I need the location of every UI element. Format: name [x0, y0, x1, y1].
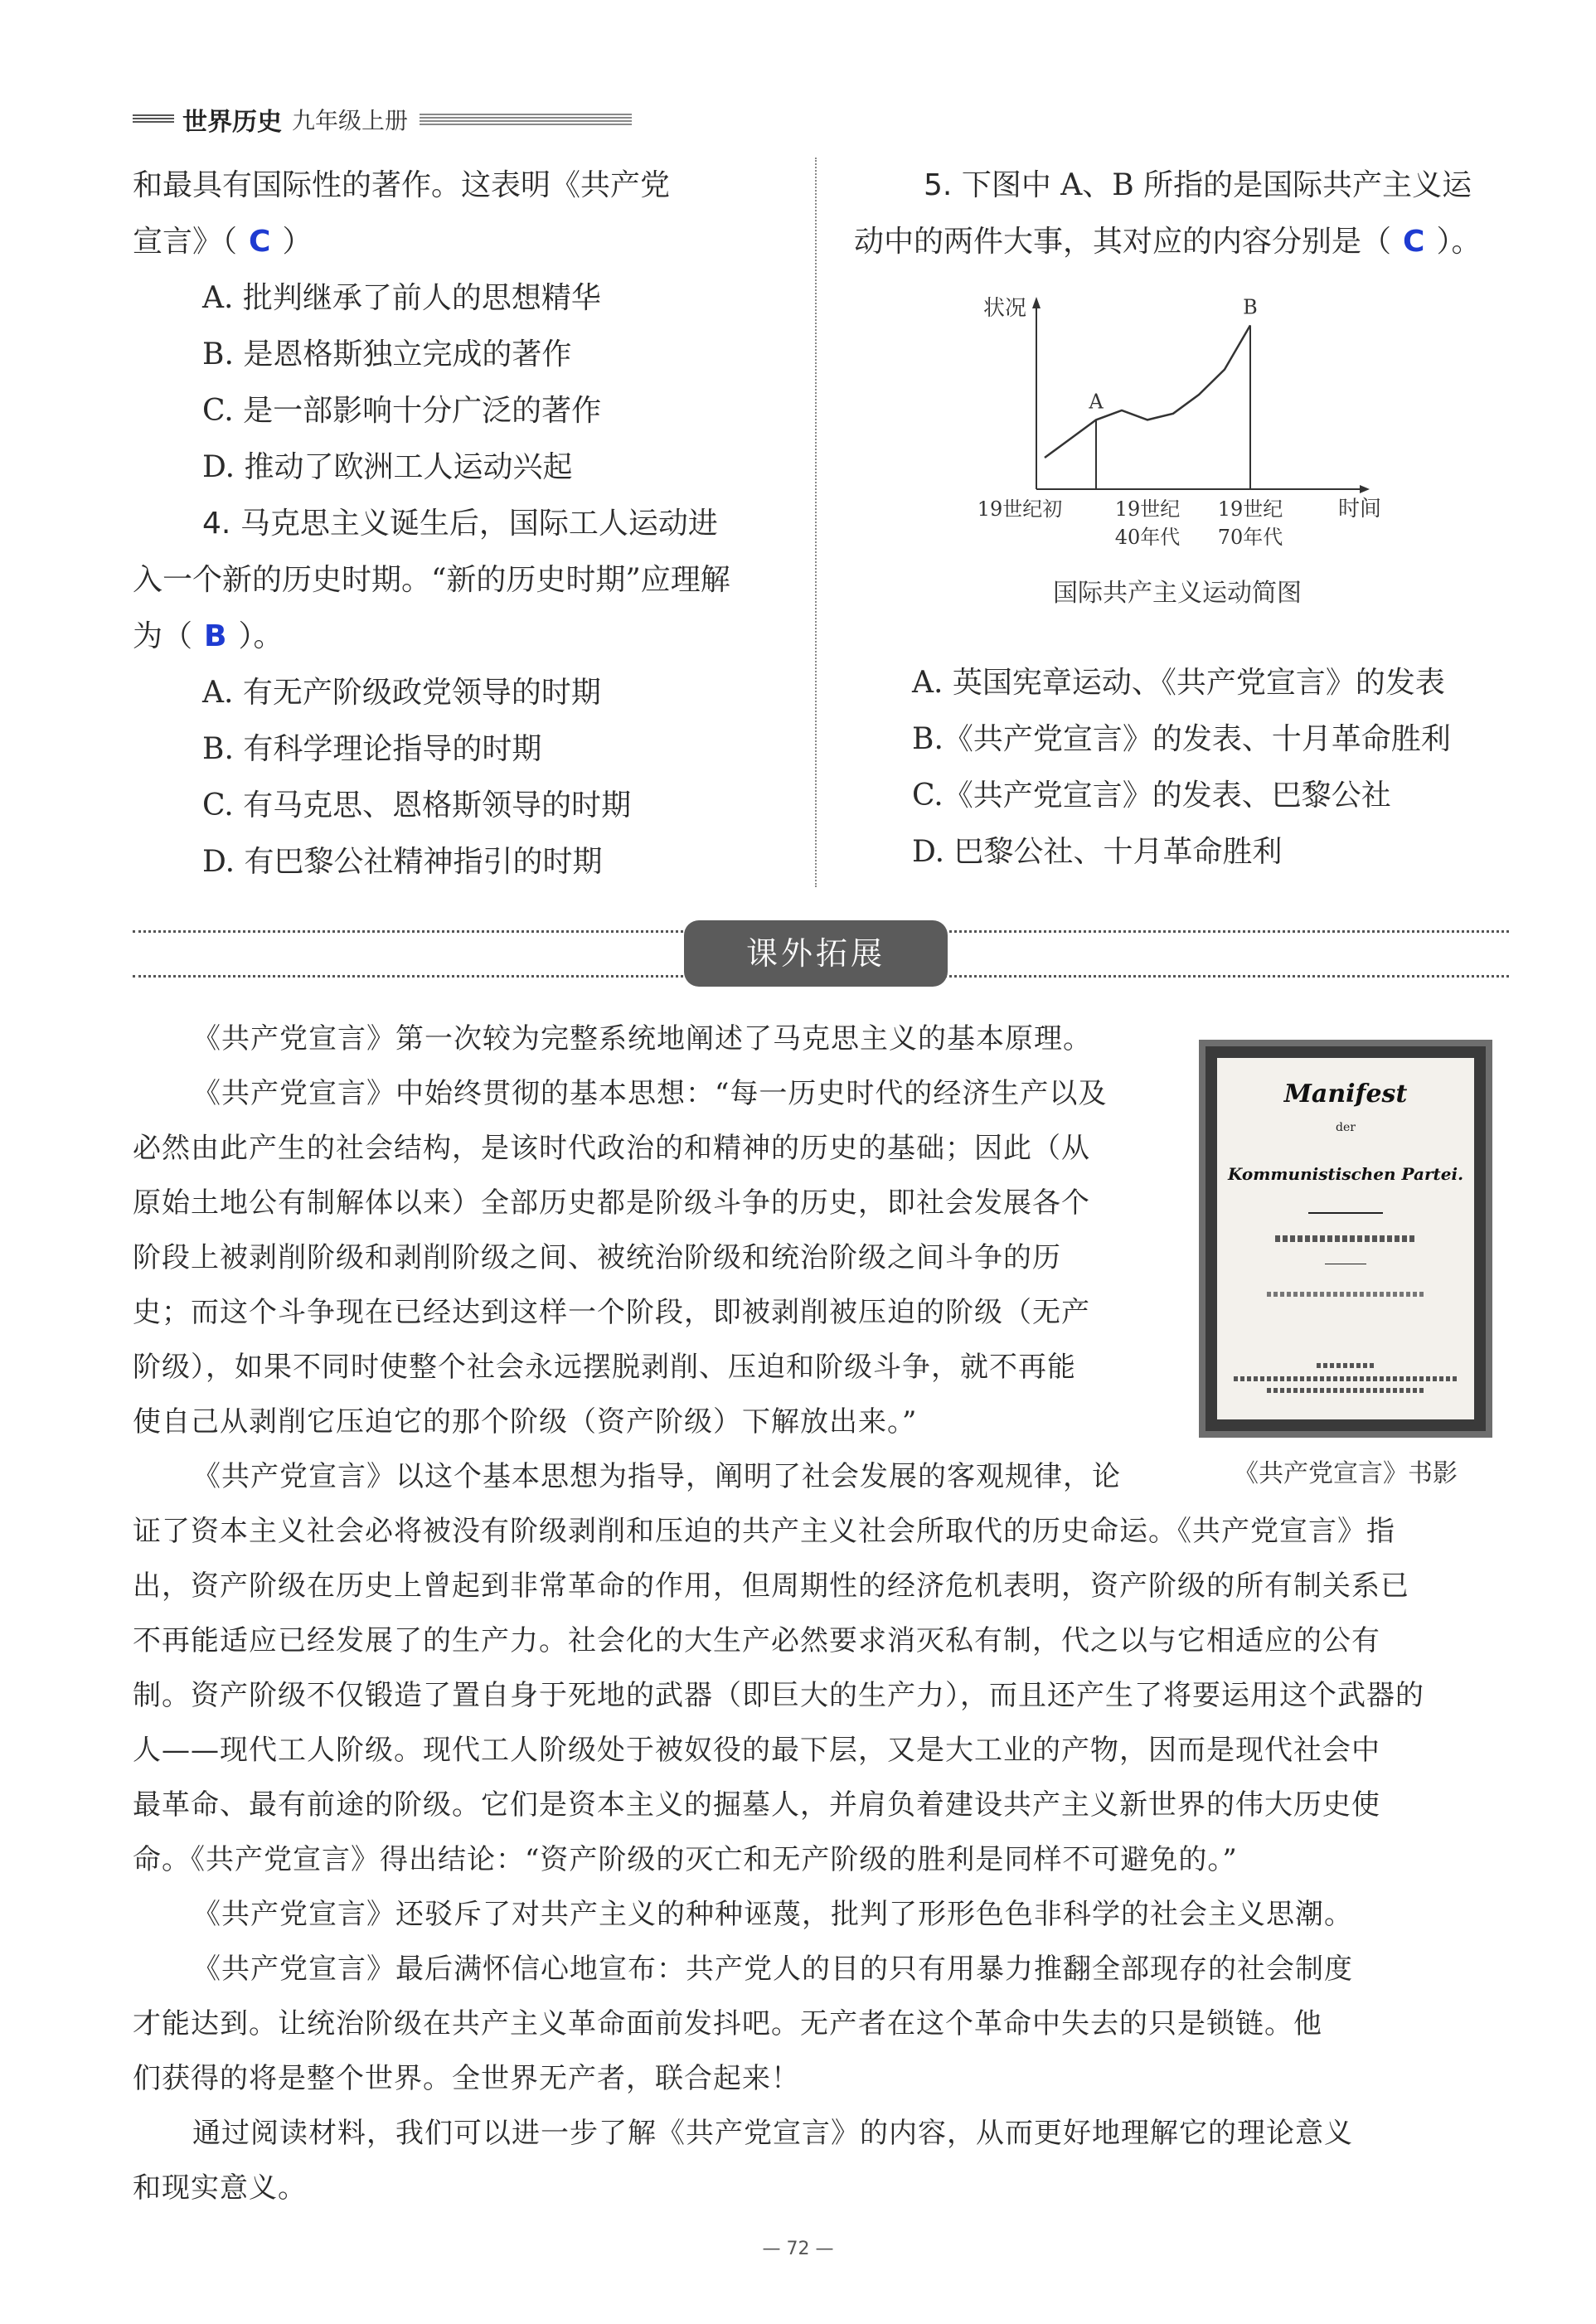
q3-line2-pre: 宣言》（ — [133, 225, 238, 259]
q4-option-c: C. 有马克思、恩格斯领导的时期 — [202, 788, 632, 822]
reading-line: 和现实意义。 — [133, 2171, 307, 2205]
cover-page — [1217, 1058, 1474, 1419]
annotation-label-b: B — [1243, 295, 1258, 319]
reading-line: 使自己从剥削它压迫它的那个阶级（资产阶级）下解放出来。” — [133, 1405, 918, 1439]
annotation-label-a: A — [1089, 390, 1104, 414]
x-tick-label: 19世纪 — [1114, 497, 1181, 521]
reading-line: 《共产党宣言》第一次较为完整系统地阐述了马克思主义的基本原理。 — [192, 1022, 1092, 1055]
reading-line: 《共产党宣言》中始终贯彻的基本思想：“每一历史时代的经济生产以及 — [192, 1077, 1108, 1110]
q5-options — [854, 655, 1509, 881]
q4-line3-post: ）。 — [238, 619, 284, 653]
x-tick-label: 19世纪初 — [977, 497, 1063, 521]
reading-line: 必然由此产生的社会结构，是该时代政治的和精神的历史的基础；因此（从 — [133, 1132, 1090, 1165]
q4-line3-pre: 为（ — [133, 619, 193, 653]
page-number: — 72 — — [762, 2239, 834, 2259]
left-column — [133, 158, 796, 890]
reading-line: 阶段上被剥削阶级和剥削阶级之间、被统治阶级和统治阶级之间斗争的历 — [133, 1241, 1061, 1274]
reading-line: 人——现代工人阶级。现代工人阶级处于被奴役的最下层，又是大工业的产物，因而是现代社会中 — [133, 1734, 1380, 1767]
cover-small-print-3 — [1317, 1363, 1375, 1368]
cover-small-print-2 — [1267, 1292, 1424, 1297]
q5-line2-post: ）。 — [1436, 225, 1482, 259]
q4-answer: B — [204, 619, 227, 653]
header-bar-right — [420, 114, 632, 125]
reading-line: 史；而这个斗争现在已经达到这样一个阶段，即被剥削被压迫的阶级（无产 — [133, 1296, 1090, 1329]
cover-title-line3: Kommunistischen Partei. — [1227, 1164, 1464, 1184]
x-tick-label: 19世纪 — [1217, 497, 1283, 521]
q5-option-a: A. 英国宪章运动、《共产党宣言》的发表 — [912, 666, 1445, 700]
q5-line2-pre: 动中的两件大事，其对应的内容分别是（ — [854, 225, 1392, 259]
q5-line1 — [854, 158, 1509, 214]
reading-line: 们获得的将是整个世界。全世界无产者，联合起来！ — [133, 2062, 800, 2095]
cover-caption: 《共产党宣言》书影 — [1234, 1459, 1458, 1488]
series-line — [1045, 325, 1250, 458]
section-title: 课外拓展 — [684, 920, 948, 987]
x-tick-label: 70年代 — [1217, 526, 1283, 549]
chart-svg — [937, 290, 1401, 564]
running-header — [133, 103, 632, 136]
reading-line: 证了资本主义社会必将被没有阶级剥削和压迫的共产主义社会所取代的历史命运。《共产党宣言》指 — [133, 1515, 1395, 1548]
reading-line: 出，资产阶级在历史上曾起到非常革命的作用，但周期性的经济危机表明，资产阶级的所有制关系已 — [133, 1570, 1409, 1603]
cover-small-print-5 — [1267, 1388, 1424, 1393]
reading-line: 通过阅读材料，我们可以进一步了解《共产党宣言》的内容，从而更好地理解它的理论意义 — [192, 2117, 1353, 2150]
q5-option-c: C.《共产党宣言》的发表、巴黎公社 — [912, 779, 1391, 813]
q4-option-b: B. 有科学理论指导的时期 — [202, 732, 542, 766]
reading-line: 《共产党宣言》还驳斥了对共产主义的种种诬蔑，批判了形形色色非科学的社会主义思潮。 — [192, 1898, 1353, 1931]
q5-option-b: B.《共产党宣言》的发表、十月革命胜利 — [912, 722, 1451, 756]
reading-line: 不再能适应已经发展了的生产力。社会化的大生产必然要求消灭私有制，代之以与它相适应的公有 — [133, 1624, 1380, 1657]
q3-line2-post: ） — [282, 225, 313, 259]
header-bar-left — [133, 114, 174, 124]
cover-title-line2: der — [1336, 1121, 1356, 1134]
q3-answer: C — [249, 225, 271, 259]
q3-line2 — [133, 214, 796, 270]
reading-line: 最革命、最有前途的阶级。它们是资本主义的掘墓人，并肩负着建设共产主义新世界的伟大历史使 — [133, 1788, 1380, 1822]
x-axis-label: 时间 — [1337, 497, 1382, 522]
section-divider — [133, 920, 1509, 987]
q4-number: 4. — [202, 507, 231, 541]
chart-caption: 国际共产主义运动简图 — [1053, 579, 1302, 608]
x-axis-arrow — [1360, 485, 1370, 493]
reading-line: 阶级），如果不同时使整个社会永远摆脱剥削、压迫和阶级斗争，就不再能 — [133, 1351, 1076, 1384]
q4-option-a: A. 有无产阶级政党领导的时期 — [202, 676, 601, 710]
q4-line2: 入一个新的历史时期。“新的历史时期”应理解 — [133, 563, 730, 597]
reading-line: 制。资产阶级不仅锻造了置自身于死地的武器（即巨大的生产力），而且还产生了将要运用这个武器的 — [133, 1679, 1424, 1712]
reading-line: 《共产党宣言》最后满怀信心地宣布：共产党人的目的只有用暴力推翻全部现存的社会制度 — [192, 1953, 1353, 1986]
x-tick-label: 40年代 — [1114, 526, 1181, 549]
q4-line1-text: 马克思主义诞生后，国际工人运动进 — [240, 507, 718, 541]
cover-small-print-4 — [1234, 1376, 1458, 1381]
reading-line: 命。《共产党宣言》得出结论：“资产阶级的灭亡和无产阶级的胜利是同样不可避免的。” — [133, 1843, 1238, 1876]
q5-line2 — [854, 214, 1509, 270]
reading-line: 《共产党宣言》以这个基本思想为指导，阐明了社会发展的客观规律，论 — [192, 1460, 1121, 1493]
column-divider — [815, 158, 817, 887]
right-column — [854, 158, 1509, 270]
reading-line: 才能达到。让统治阶级在共产主义革命面前发抖吧。无产者在这个革命中失去的只是锁链。他 — [133, 2007, 1322, 2040]
q3-option-b: B. 是恩格斯独立完成的著作 — [202, 337, 572, 371]
reading-line: 原始土地公有制解体以来）全部历史都是阶级斗争的历史，即社会发展各个 — [133, 1186, 1090, 1220]
q5-answer: C — [1403, 225, 1425, 259]
manifesto-cover-image — [1199, 1040, 1492, 1438]
y-axis-label: 状况 — [982, 296, 1026, 321]
q4-option-d: D. 有巴黎公社精神指引的时期 — [202, 845, 603, 879]
q4-line3 — [133, 609, 796, 665]
cover-title-line1: Manifest — [1283, 1080, 1408, 1109]
cover-rule-1 — [1308, 1212, 1383, 1214]
q3-option-c: C. 是一部影响十分广泛的著作 — [202, 394, 602, 428]
q5-line1-text: 下图中 A、B 所指的是国际共产主义运 — [961, 168, 1472, 202]
header-title: 世界历史 — [182, 108, 282, 137]
y-axis-arrow — [1032, 297, 1041, 308]
q4-line1 — [133, 496, 796, 552]
q5-number: 5. — [924, 168, 953, 202]
q3-option-d: D. 推动了欧洲工人运动兴起 — [202, 450, 573, 484]
q3-line1: 和最具有国际性的著作。这表明《共产党 — [133, 168, 671, 202]
cover-small-print-1 — [1275, 1235, 1416, 1242]
header-subtitle: 九年级上册 — [292, 107, 409, 134]
q3-option-a: A. 批判继承了前人的思想精华 — [202, 281, 601, 315]
q5-option-d: D. 巴黎公社、十月革命胜利 — [912, 835, 1283, 869]
